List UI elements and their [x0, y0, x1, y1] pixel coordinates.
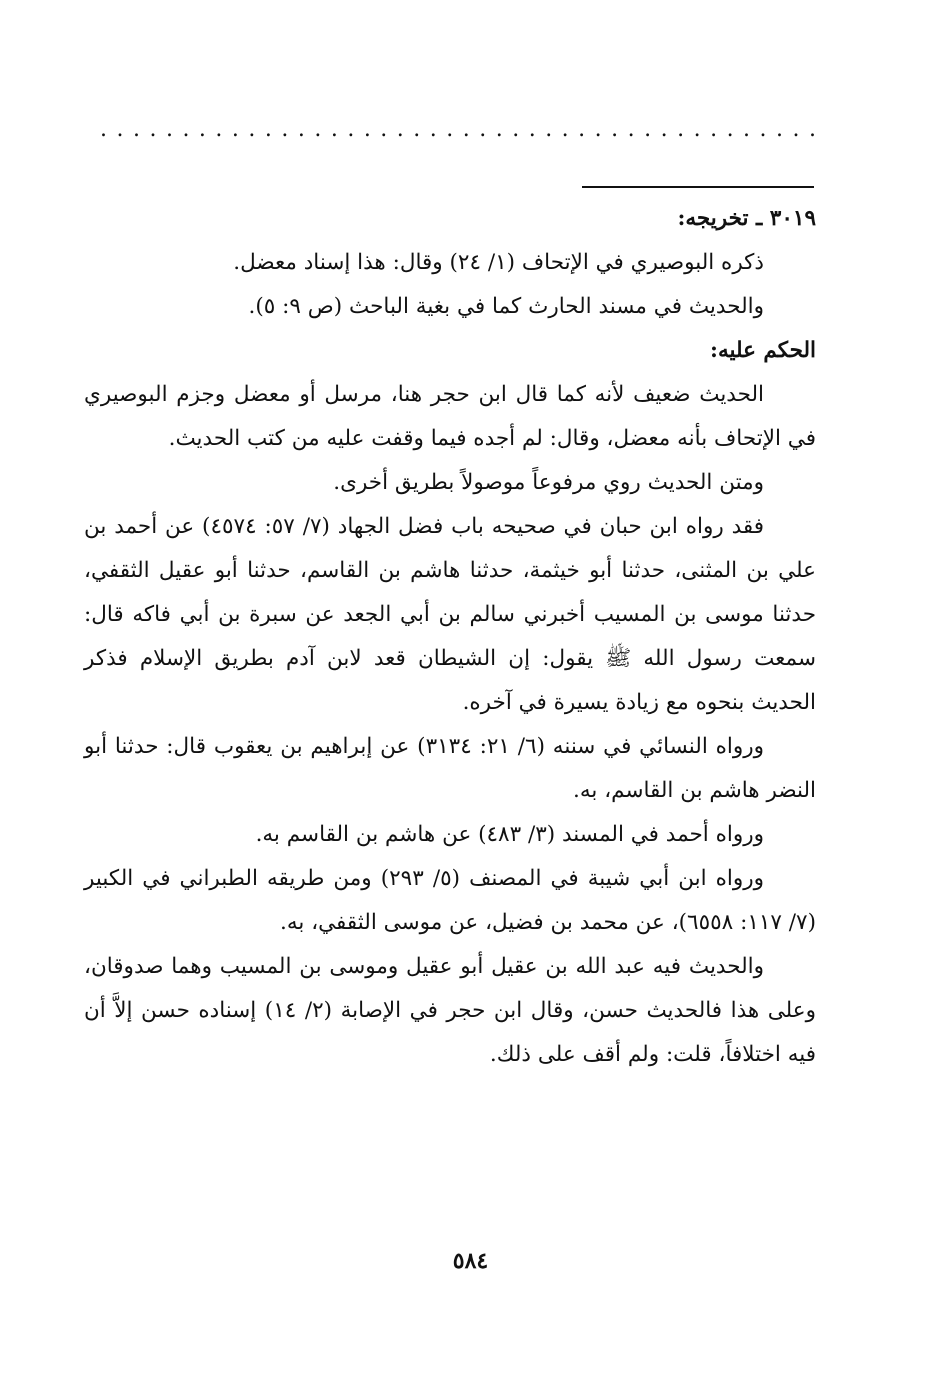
- ruling-heading: الحكم عليه:: [710, 338, 816, 363]
- section-header: ٣٠١٩ ـ تخريجه:: [677, 206, 816, 231]
- paragraph: ورواه أحمد في المسند (٣/ ٤٨٣) عن هاشم بن القاسم به.: [255, 822, 764, 847]
- paragraph: فقد رواه ابن حبان في صحيحه باب فضل الجهاد (٧/ ٥٧: ٤٥٧٤) عن أحمد بن علي بن المثنى، حدثنا أبو خيثمة، حدثنا هاشم بن القاسم، حدثنا أبو عقيل الثقفي، حدثنا موسى بن المسيب أخبرني سالم بن أبي الجعد عن سبرة بن أبي فاكه قال: سمعت رسول الله ﷺ يقول: إن الشيطان قعد لابن آدم بطريق الإسلام فذكر الحديث بنحوه مع زيادة يسيرة في آخره.: [84, 514, 816, 715]
- takhrij-line: والحديث في مسند الحارث كما في بغية الباحث (ص ٩: ٥).: [248, 294, 764, 319]
- dotted-separator: . . . . . . . . . . . . . . . . . . . . . . . . . . . . . . . . . . . . . . . . . . . .: [100, 118, 816, 142]
- page-body: [84, 197, 816, 1077]
- paragraph: ورواه النسائي في سننه (٦/ ٢١: ٣١٣٤) عن إبراهيم بن يعقوب قال: حدثنا أبو النضر هاشم بن القاسم، به.: [84, 734, 816, 803]
- paragraph: ومتن الحديث روي مرفوعاً موصولاً بطريق أخرى.: [333, 470, 764, 495]
- footnote-rule: [582, 186, 814, 188]
- paragraph: ورواه ابن أبي شيبة في المصنف (٥/ ٢٩٣) ومن طريقه الطبراني في الكبير (٧/ ١١٧: ٦٥٥٨)، عن محمد بن فضيل، عن موسى الثقفي، به.: [84, 866, 816, 935]
- takhrij-line: ذكره البوصيري في الإتحاف (١/ ٢٤) وقال: هذا إسناد معضل.: [233, 250, 764, 275]
- paragraph: الحديث ضعيف لأنه كما قال ابن حجر هنا، مرسل أو معضل وجزم البوصيري في الإتحاف بأنه معضل، وقال: لم أجده فيما وقفت عليه من كتب الحديث.: [84, 382, 816, 451]
- paragraph: والحديث فيه عبد الله بن عقيل أبو عقيل وموسى بن المسيب وهما صدوقان، وعلى هذا فالحديث حسن، وقال ابن حجر في الإصابة (٢/ ١٤) إسناده حسن إلاَّ أن فيه اختلافاً، قلت: ولم أقف على ذلك.: [84, 954, 816, 1067]
- page-number: ٥٨٤: [452, 1248, 489, 1274]
